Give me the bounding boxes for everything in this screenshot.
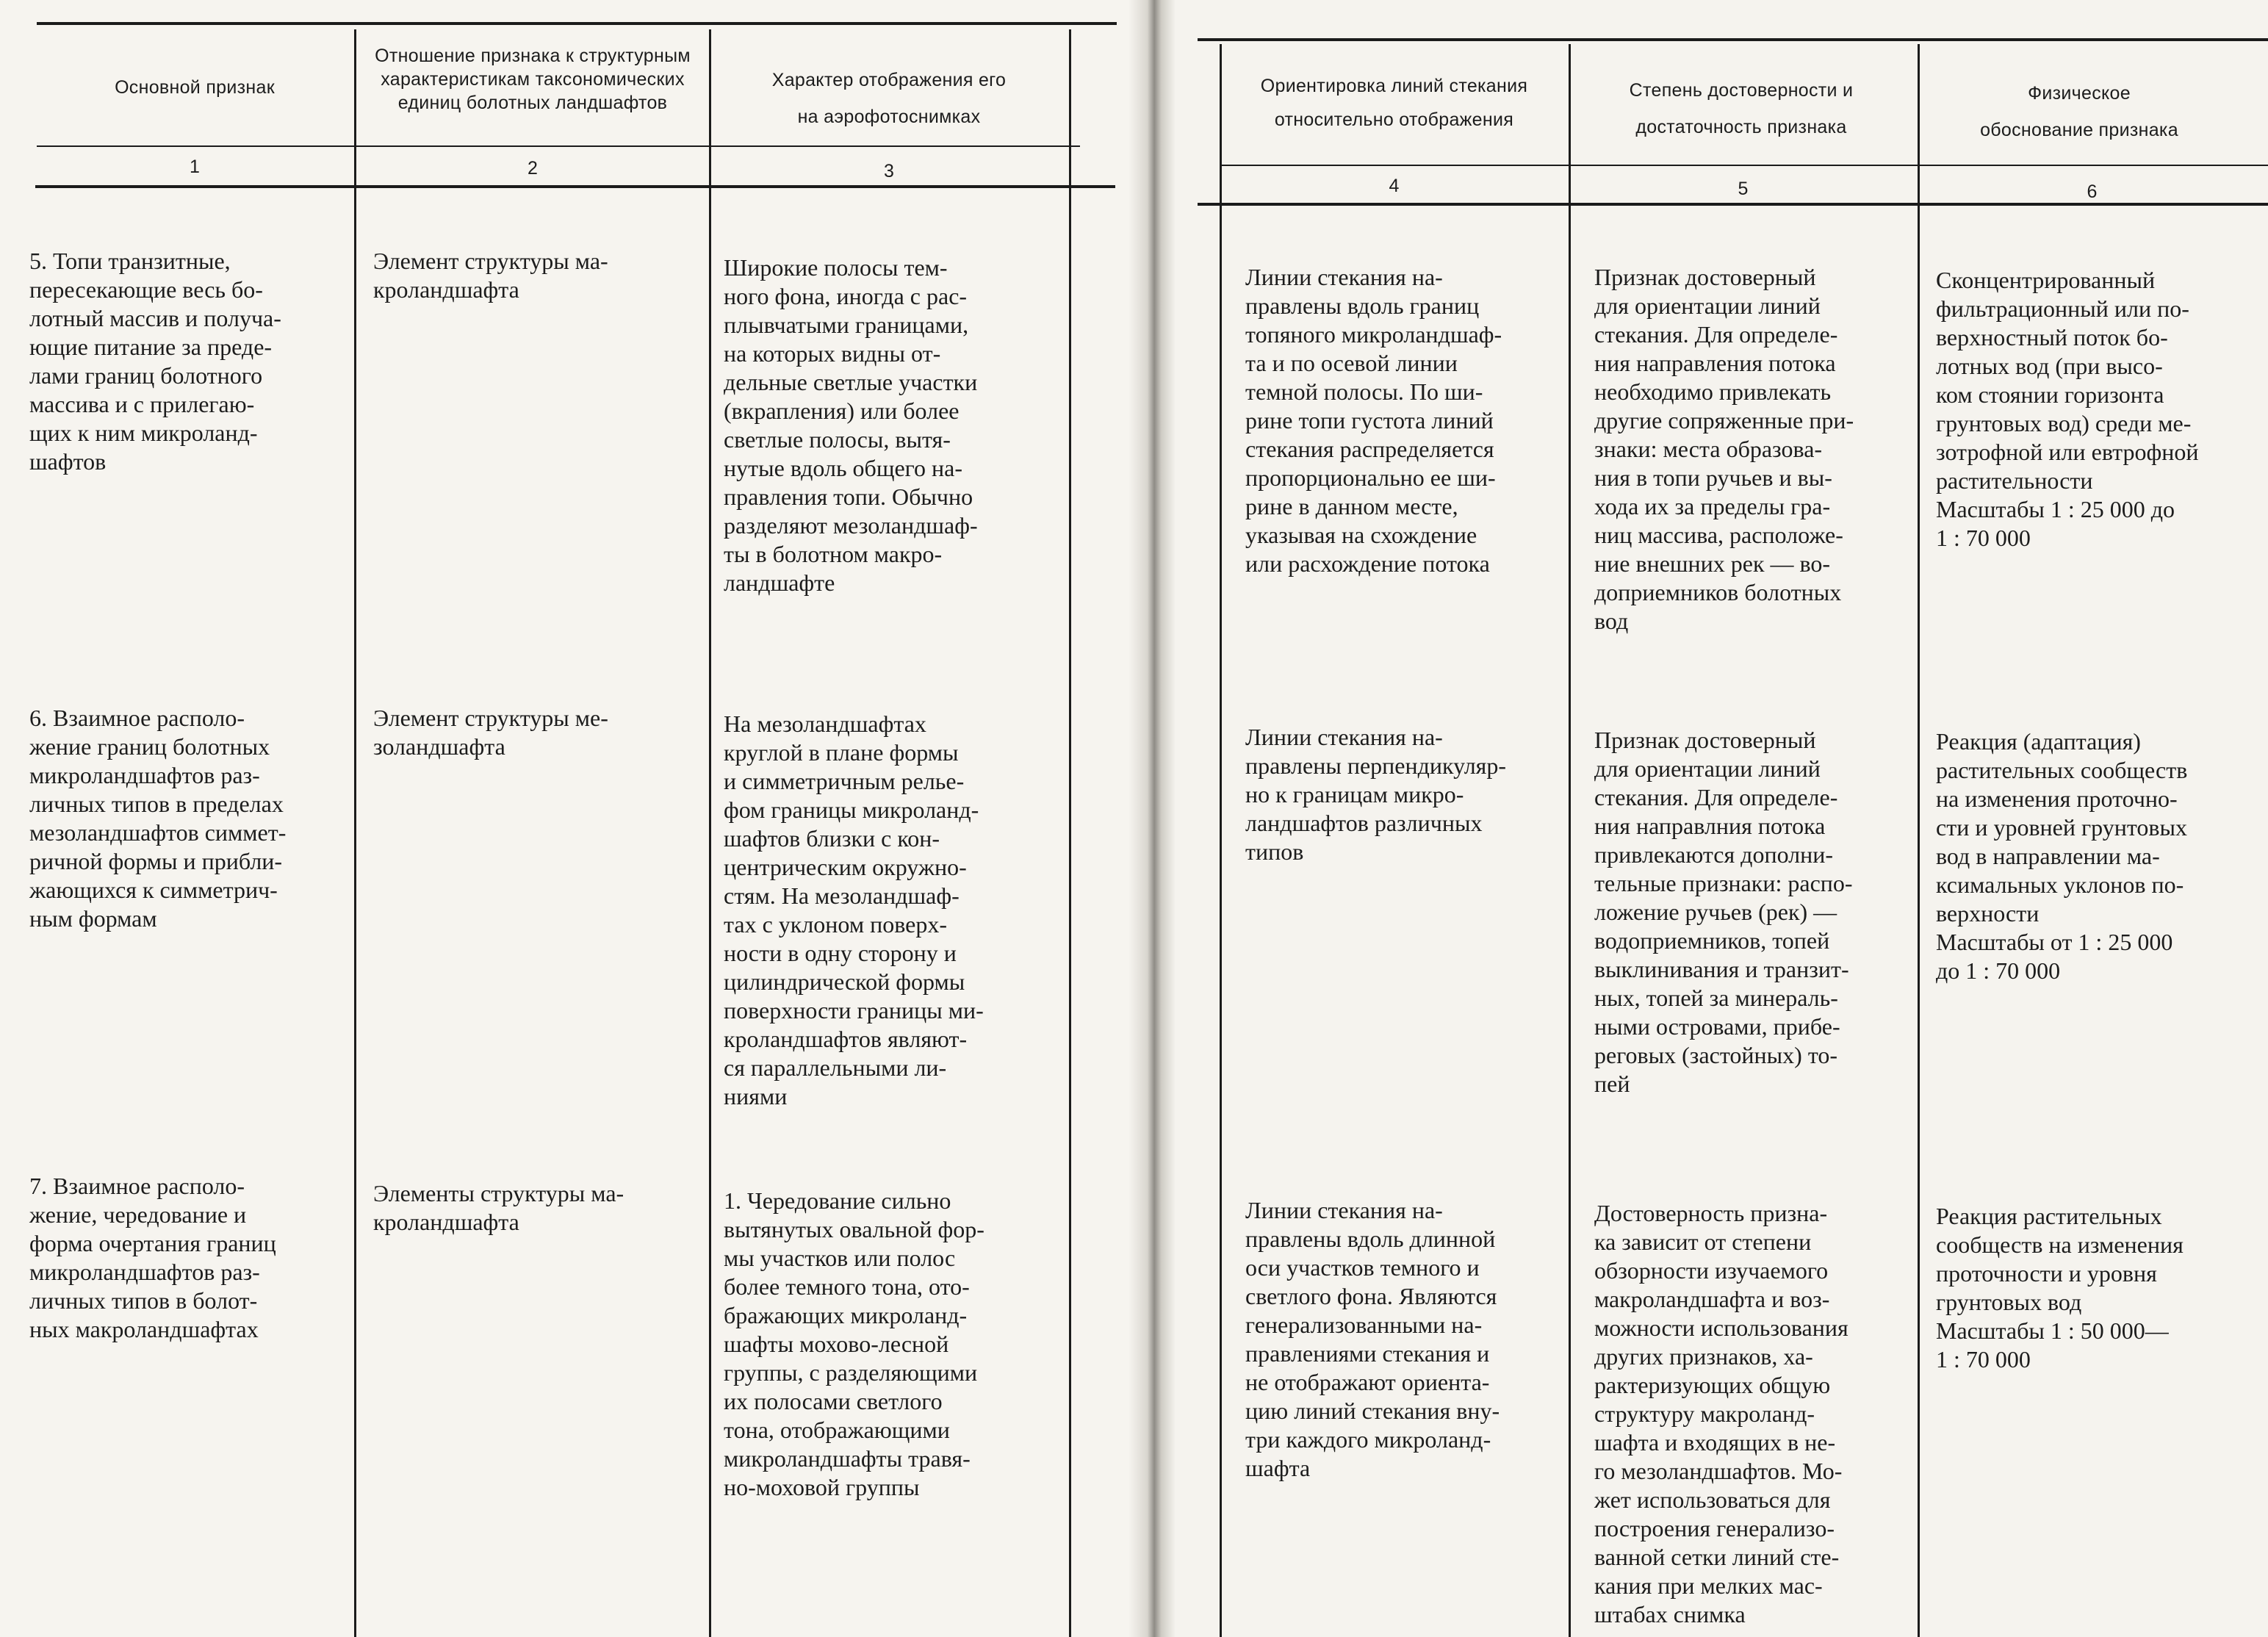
row5-physical-basis: Сконцентрированный фильтрационный или по- верхностный поток бо- лотных вод (при высо- ком стоянии горизонта грунтовых вод) среди ме- зотрофной или евтрофной растительности Масштабы 1 : 25 000 до 1 : 70 000	[1936, 267, 2199, 551]
column-number-5: 5	[1738, 179, 1749, 199]
row7-reliability: Достоверность призна- ка зависит от степени обзорности изучаемого макроландшафта и воз- можности использования других признаков, ха- рактеризующих общую структуру макроланд- шафта и входящих в не- го мезоландшафтов. Мо- жет использоваться для построения генерализо- ванной сетки линий сте- кания при мелких мас- штабах снимка	[1594, 1200, 1848, 1627]
column-number-3: 3	[884, 161, 894, 181]
column-number-1: 1	[190, 156, 200, 177]
column-divider	[709, 29, 711, 1637]
header-bottom-rule	[1198, 203, 2268, 206]
header-divider	[1220, 165, 2268, 166]
row5-reliability: Признак достоверный для ориентации линий стекания. Для определе- ния направления потока необходимо привлекать другие сопряженные при- знаки: места образова- ния в топи ручьев и вы- хода их за пределы гра- ниц массива, расположе- ние внешних рек — во- доприемников болотных вод	[1594, 264, 1854, 634]
column-number-2: 2	[528, 158, 538, 179]
book-gutter	[1128, 0, 1176, 1637]
column-divider	[1918, 44, 1920, 1637]
column-header-5: Степень достоверности и достаточность признака	[1629, 80, 1854, 137]
row6-reliability: Признак достоверный для ориентации линий стекания. Для определе- ния направлния потока привлекаются дополни- тельные признаки: распо- ложение ручьев (рек) — водоприемников, топей выклинивания и транзит- ных, топей за минераль- ными островами, прибе- реговых (застойных) то- пей	[1594, 727, 1853, 1097]
column-divider	[354, 29, 356, 1637]
row6-relation: Элемент структуры ме- золандшафта	[373, 705, 608, 760]
column-header-1: Основной признак	[115, 77, 275, 98]
column-header-2: Отношение признака к структурным характеристикам таксономических единиц болотных ландшафтов	[375, 46, 691, 113]
row6-display: На мезоландшафтах круглой в плане формы и симметричным релье- фом границы микроланд- шафтов близки с кон- центрическим окружно- стям. На мезоландшаф- тах с уклоном поверх- ности в одну сторону и цилиндрической формы поверхности границы ми- кроландшафтов являют- ся параллельными ли- ниями	[724, 710, 984, 1109]
column-number-6: 6	[2087, 181, 2098, 202]
column-divider	[1220, 44, 1222, 1637]
row7-relation: Элементы структуры ма- кроландшафта	[373, 1180, 624, 1235]
row5-flow-orientation: Линии стекания на- правлены вдоль границ топяного микроландшаф- та и по осевой линии темной полосы. По ши- рине топи густота линий стекания распределяется пропорционально ее ши- рине в данном месте, указывая на схождение или расхождение потока	[1245, 264, 1502, 577]
row6-main-feature: 6. Взаимное располо- жение границ болотных микроландшафтов раз- личных типов в пределах мезоландшафтов симмет- ричной формы и прибли- жающихся к симметрич- ным формам	[29, 705, 287, 932]
column-number-4: 4	[1389, 176, 1400, 196]
row7-physical-basis: Реакция растительных сообществ на изменения проточности и уровня грунтовых вод Масштабы 1 : 50 000— 1 : 70 000	[1936, 1203, 2184, 1372]
header-divider	[37, 145, 1080, 147]
column-divider	[1569, 44, 1571, 1637]
row5-display: Широкие полосы тем- ного фона, иногда с рас- плывчатыми границами, на которых видны от- дельные светлые участки (вкрапления) или более светлые полосы, вытя- нутые вдоль общего на- правления топи. Обычно разделяют мезоландшаф- ты в болотном макро- ландшафте	[724, 254, 978, 596]
row6-flow-orientation: Линии стекания на- правлены перпендикуляр- но к границам микро- ландшафтов различных типов	[1245, 724, 1507, 865]
top-rule	[37, 22, 1117, 25]
row7-flow-orientation: Линии стекания на- правлены вдоль длинной оси участков темного и светлого фона. Являются генерализованными на- правлениями стекания и не отображают ориента- цию линий стекания вну- три каждого микроланд- шафта	[1245, 1197, 1500, 1481]
row6-physical-basis: Реакция (адаптация) растительных сообществ на изменения проточно- сти и уровней грунтовых вод в направлении ма- ксимальных уклонов по- верхности Масштабы от 1 : 25 000 до 1 : 70 000	[1936, 728, 2188, 984]
column-header-4: Ориентировка линий стекания относительно отображения	[1260, 76, 1528, 130]
row5-main-feature: 5. Топи транзитные, пересекающие весь бо- лотный массив и получа- ющие питание за преде- лами границ болотного массива и с прилегаю- щих к ним микроланд- шафтов	[29, 248, 281, 475]
column-header-6: Физическое обоснование признака	[1980, 83, 2178, 140]
column-divider	[1069, 29, 1071, 1637]
column-header-3: Характер отображения его на аэрофотоснимках	[771, 70, 1007, 127]
header-bottom-rule	[35, 185, 1115, 188]
right-page	[1176, 0, 2268, 1637]
row5-relation: Элемент структуры ма- кроландшафта	[373, 248, 608, 303]
row7-main-feature: 7. Взаимное располо- жение, чередование и форма очертания границ микроландшафтов раз- личных типов в болот- ных макроландшафтах	[29, 1173, 276, 1342]
top-rule	[1198, 38, 2268, 41]
row7-display: 1. Чередование сильно вытянутых овальной фор- мы участков или полос более темного тона, ото- бражающих микроланд- шафты мохово-лесной группы, с разделяющими их полосами светлого тона, отображающими микроландшафты травя- но-моховой группы	[724, 1187, 984, 1500]
left-page	[0, 0, 1128, 1637]
